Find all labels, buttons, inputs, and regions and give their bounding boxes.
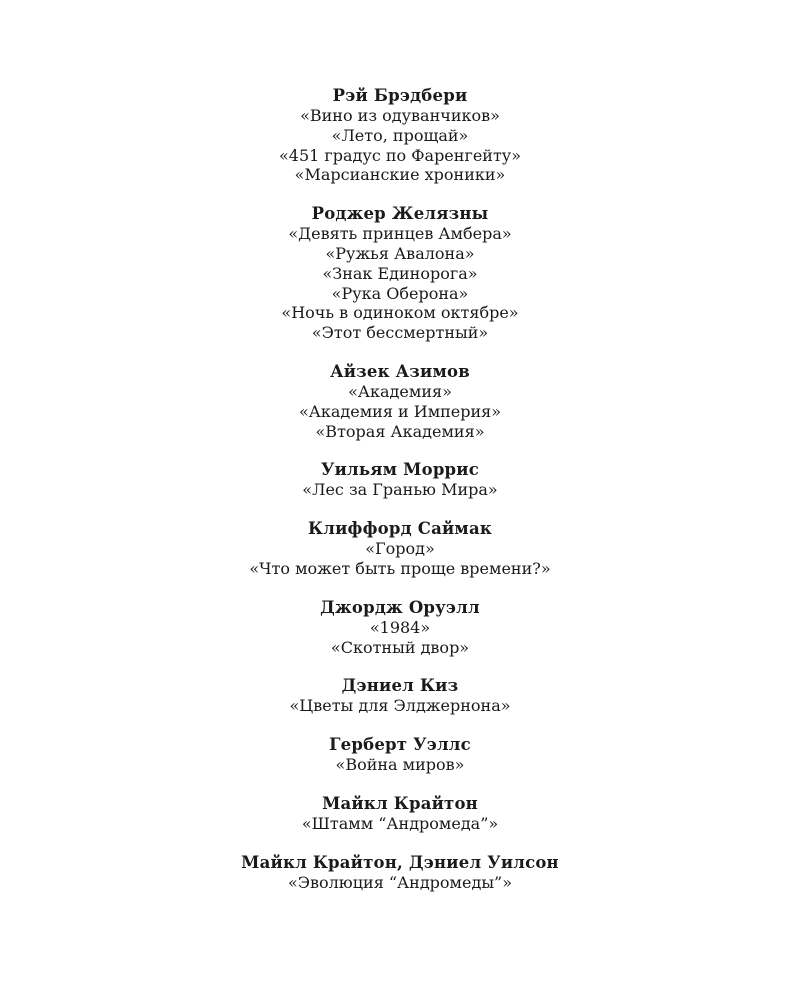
book-title: «Академия и Империя»: [298, 401, 502, 421]
author-name: Майкл Крайтон: [322, 793, 478, 813]
author-group: [0, 794, 800, 834]
book-title: «Что может быть проще времени?»: [249, 558, 551, 578]
book-list: [0, 86, 800, 912]
book-title: «Вино из одуванчиков»: [300, 106, 500, 125]
book-title: «Академия»: [348, 381, 452, 401]
author-name: Клиффорд Саймак: [308, 519, 492, 539]
author-name: Герберт Уэллс: [329, 735, 471, 755]
author-group: [0, 735, 800, 775]
book-title: «Скотный двор»: [330, 637, 470, 657]
author-name: Майкл Крайтон, Дэниел Уилсон: [241, 852, 559, 872]
book-title: «Девять принцев Амбера»: [288, 224, 512, 244]
author-group: [0, 204, 800, 343]
book-title: «Ружья Авалона»: [325, 243, 475, 263]
book-title: «Лето, прощай»: [331, 125, 469, 145]
author-group: [0, 676, 800, 716]
book-title: «Лес за Гранью Мира»: [302, 480, 498, 500]
author-group: [0, 86, 800, 185]
author-name: Дэниел Киз: [341, 676, 459, 696]
author-group: [0, 460, 800, 500]
book-title: «Война миров»: [335, 755, 465, 775]
book-title: «Рука Оберона»: [331, 283, 469, 303]
book-title: «Ночь в одиноком октябре»: [281, 303, 519, 323]
author-group: [0, 598, 800, 658]
book-title: «Этот бессмертный»: [311, 323, 489, 343]
author-name: Джордж Оруэлл: [320, 597, 480, 617]
author-name: Айзек Азимов: [330, 361, 470, 381]
book-title: «Вторая Академия»: [315, 421, 485, 441]
book-title: «Цветы для Элджернона»: [289, 696, 511, 716]
book-title: «Знак Единорога»: [322, 263, 478, 283]
author-name: Роджер Желязны: [311, 204, 489, 224]
book-title: «Город»: [365, 539, 435, 559]
author-name: Рэй Брэдбери: [332, 86, 468, 105]
author-group: [0, 362, 800, 441]
author-name: Уильям Моррис: [321, 460, 479, 480]
book-title: «Штамм “Андромеда”»: [301, 813, 499, 833]
author-group: [0, 853, 800, 893]
book-title: «451 градус по Фаренгейту»: [278, 145, 522, 165]
book-title: «1984»: [369, 617, 431, 637]
book-title: «Эволюция “Андромеды”»: [287, 872, 513, 892]
book-title: «Марсианские хроники»: [294, 165, 506, 185]
author-group: [0, 519, 800, 579]
